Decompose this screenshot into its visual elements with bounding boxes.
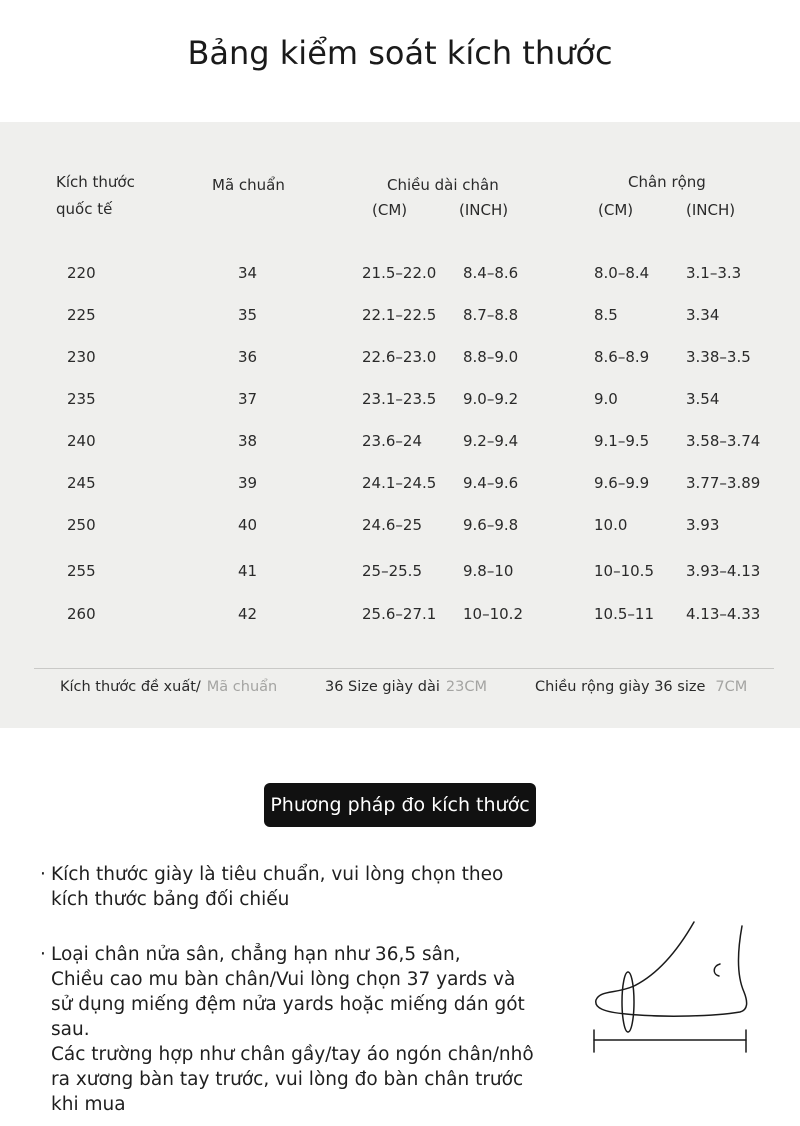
note-line: sau.	[51, 1019, 90, 1040]
note-half-size	[40, 942, 534, 1117]
width-cm-cell: 8.5	[594, 306, 618, 324]
length-cm-cell: 22.6–23.0	[362, 348, 437, 366]
length-cm-cell: 21.5–22.0	[362, 264, 437, 282]
length-inch-cell: 8.8–9.0	[463, 348, 519, 366]
size-chart-panel	[0, 122, 800, 728]
width-inch-cell: 3.93	[686, 516, 720, 534]
note-line: ra xương bàn tay trước, vui lòng đo bàn chân trước	[51, 1069, 524, 1090]
intl-size-cell: 260	[67, 605, 96, 623]
header-foot-length: Chiều dài chân	[387, 176, 499, 194]
intl-size-cell: 245	[67, 474, 96, 492]
std-code-cell: 39	[238, 474, 258, 492]
shoe-width-36	[535, 679, 747, 695]
width-inch-cell: 3.38–3.5	[686, 348, 751, 366]
note-line: sử dụng miếng đệm nửa yards hoặc miếng dán gót	[51, 994, 525, 1015]
length-cm-cell: 23.6–24	[362, 432, 422, 450]
width-cm-cell: 8.6–8.9	[594, 348, 650, 366]
note-standard-size	[40, 862, 503, 912]
note-line: Các trường hợp như chân gầy/tay áo ngón chân/nhô	[51, 1044, 534, 1065]
intl-size-cell: 250	[67, 516, 96, 534]
header-std-code: Mã chuẩn	[212, 176, 285, 194]
page-title: Bảng kiểm soát kích thước	[187, 34, 613, 72]
length-inch-cell: 9.4–9.6	[463, 474, 519, 492]
note-line: kích thước bảng đối chiếu	[51, 889, 290, 910]
length-cm-cell: 25.6–27.1	[362, 605, 437, 623]
std-code-cell: 42	[238, 605, 258, 623]
intl-size-cell: 220	[67, 264, 96, 282]
std-code-cell: 35	[238, 306, 258, 324]
std-code-cell: 38	[238, 432, 258, 450]
std-code-cell: 37	[238, 390, 258, 408]
intl-size-cell: 235	[67, 390, 96, 408]
divider	[34, 668, 774, 669]
note-line: Chiều cao mu bàn chân/Vui lòng chọn 37 yards và	[51, 969, 516, 990]
recommended-size	[60, 679, 277, 695]
width-value: 7CM	[715, 679, 748, 695]
length-inch-cell: 9.2–9.4	[463, 432, 519, 450]
recommend-value: Mã chuẩn	[206, 679, 278, 695]
width-label: Chiều rộng giày 36 size	[535, 679, 706, 695]
std-code-cell: 40	[238, 516, 258, 534]
width-cm-cell: 10.5–11	[594, 605, 654, 623]
std-code-cell: 34	[238, 264, 258, 282]
length-cm-cell: 22.1–22.5	[362, 306, 437, 324]
length-inch-cell: 8.4–8.6	[463, 264, 519, 282]
width-inch-cell: 3.34	[686, 306, 720, 324]
std-code-cell: 36	[238, 348, 258, 366]
note-line: khi mua	[51, 1094, 126, 1115]
length-inch-cell: 10–10.2	[463, 605, 523, 623]
std-code-cell: 41	[238, 562, 258, 580]
length-cm-cell: 25–25.5	[362, 562, 422, 580]
width-inch-cell: 3.1–3.3	[686, 264, 742, 282]
shoe-length-36	[325, 679, 487, 695]
note-line: Loại chân nửa sân, chẳng hạn như 36,5 sân,	[51, 944, 461, 965]
note-line: Kích thước giày là tiêu chuẩn, vui lòng chọn theo	[51, 864, 504, 885]
foot-measure-icon	[586, 916, 766, 1066]
intl-size-cell: 225	[67, 306, 96, 324]
bullet: ·	[40, 864, 46, 885]
width-inch-cell: 3.93–4.13	[686, 562, 761, 580]
header-width-cm: (CM)	[598, 201, 634, 219]
width-cm-cell: 9.1–9.5	[594, 432, 650, 450]
length-inch-cell: 9.8–10	[463, 562, 514, 580]
header-width-inch: (INCH)	[686, 201, 736, 219]
length-cm-cell: 24.1–24.5	[362, 474, 437, 492]
header-intl-size-line1: Kích thước	[56, 173, 135, 191]
length-inch-cell: 9.0–9.2	[463, 390, 519, 408]
length-value: 23CM	[445, 679, 487, 695]
width-cm-cell: 10.0	[594, 516, 628, 534]
length-cm-cell: 23.1–23.5	[362, 390, 437, 408]
measurement-method-badge: Phương pháp đo kích thước	[264, 783, 536, 827]
intl-size-cell: 240	[67, 432, 96, 450]
width-cm-cell: 10–10.5	[594, 562, 654, 580]
intl-size-cell: 230	[67, 348, 96, 366]
length-label: 36 Size giày dài	[325, 679, 440, 695]
header-length-inch: (INCH)	[459, 201, 509, 219]
length-inch-cell: 9.6–9.8	[463, 516, 519, 534]
width-inch-cell: 3.54	[686, 390, 720, 408]
width-inch-cell: 3.58–3.74	[686, 432, 761, 450]
width-cm-cell: 9.6–9.9	[594, 474, 650, 492]
length-cm-cell: 24.6–25	[362, 516, 422, 534]
width-cm-cell: 8.0–8.4	[594, 264, 650, 282]
header-length-cm: (CM)	[372, 201, 408, 219]
width-inch-cell: 3.77–3.89	[686, 474, 761, 492]
width-inch-cell: 4.13–4.33	[686, 605, 761, 623]
width-cm-cell: 9.0	[594, 390, 618, 408]
header-foot-width: Chân rộng	[628, 173, 706, 191]
header-intl-size-line2: quốc tế	[56, 200, 113, 218]
length-inch-cell: 8.7–8.8	[463, 306, 519, 324]
bullet: ·	[40, 944, 46, 965]
recommend-label: Kích thước đề xuất/	[60, 679, 201, 695]
intl-size-cell: 255	[67, 562, 96, 580]
